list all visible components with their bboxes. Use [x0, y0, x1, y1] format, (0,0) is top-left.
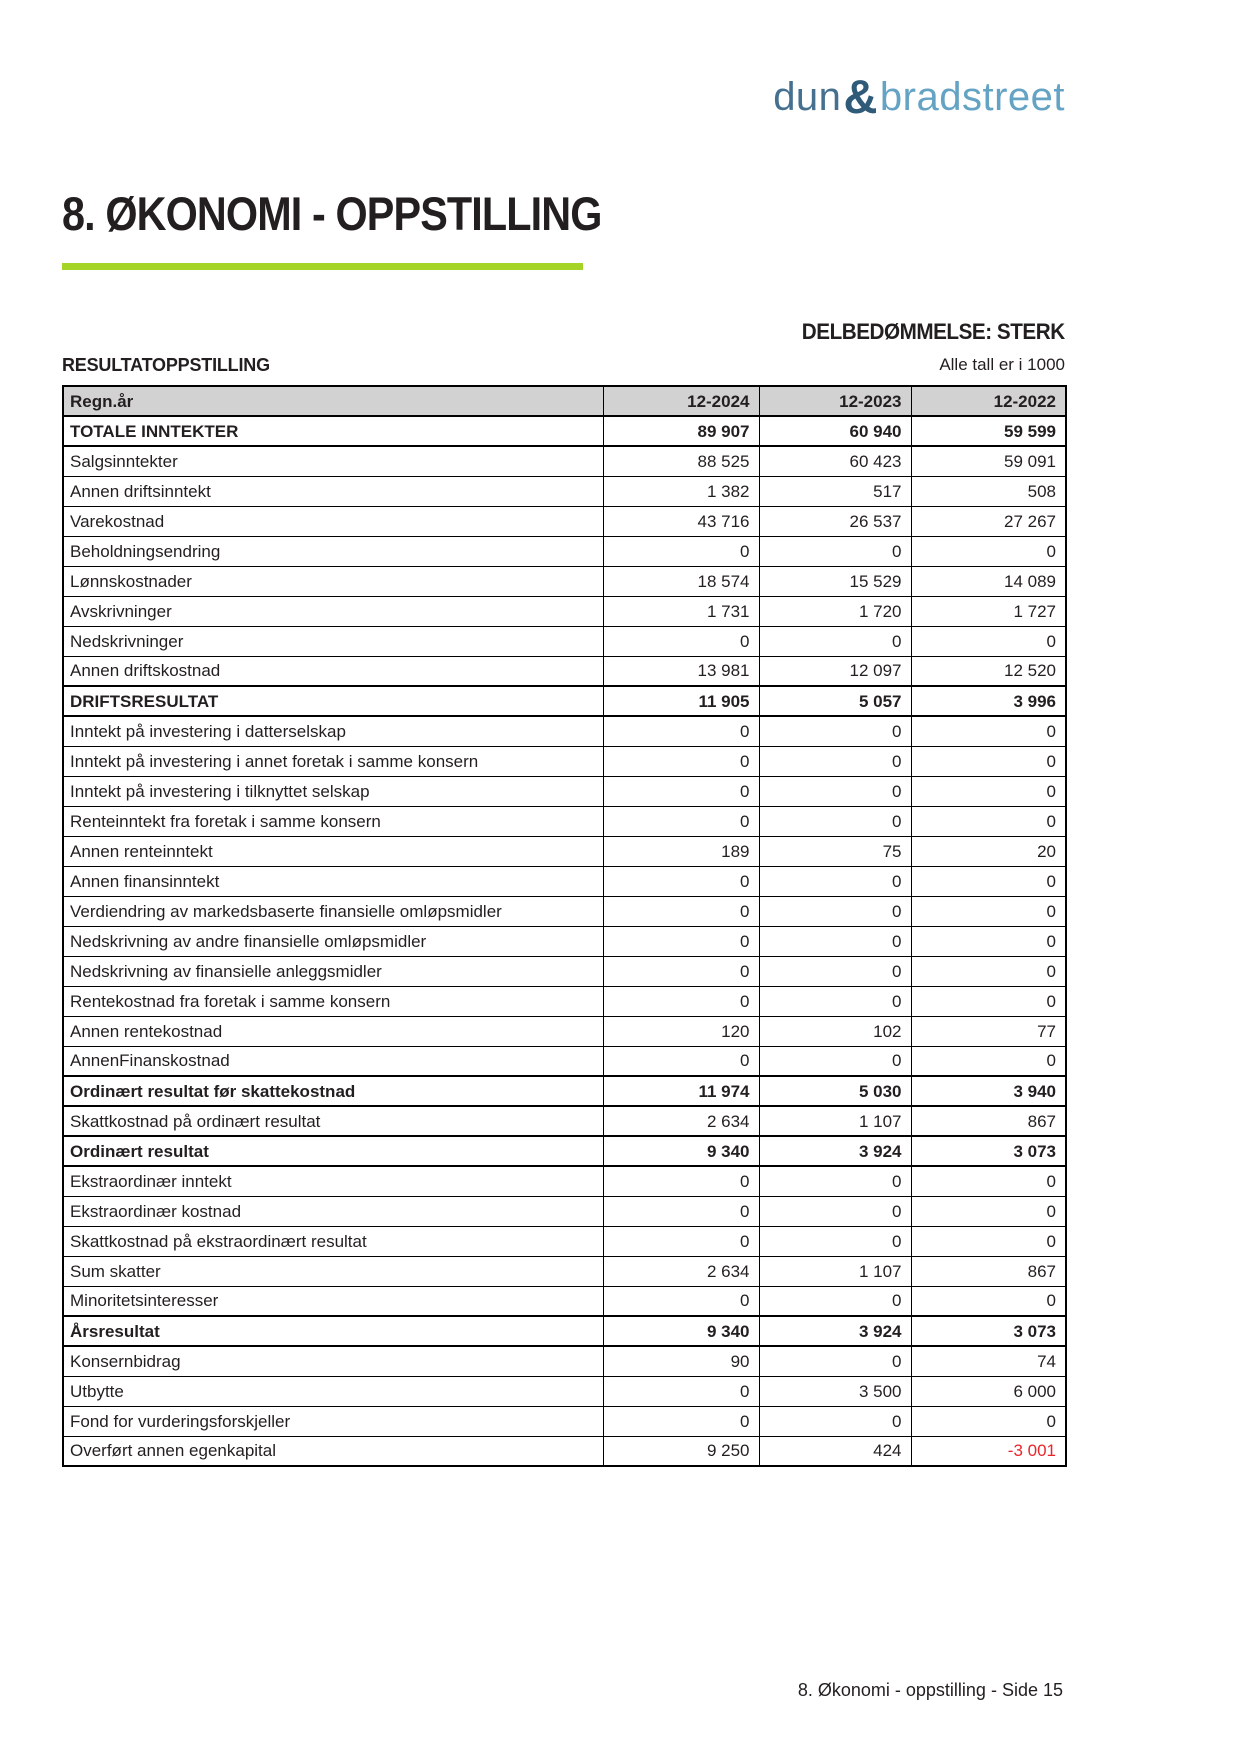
row-label: Varekostnad: [63, 506, 603, 536]
table-row: [63, 716, 1066, 746]
value-cell-12-2023: 1 107: [759, 1256, 911, 1286]
column-header-12-2024: 12-2024: [603, 386, 759, 416]
value-cell-12-2024: 0: [603, 986, 759, 1016]
value-cell-12-2024: 0: [603, 926, 759, 956]
table-row: [63, 806, 1066, 836]
row-label: Årsresultat: [63, 1316, 603, 1346]
row-label: Minoritetsinteresser: [63, 1286, 603, 1316]
value-cell-12-2022: 0: [911, 1196, 1066, 1226]
value-cell-12-2024: 88 525: [603, 446, 759, 476]
value-cell-12-2023: 0: [759, 1226, 911, 1256]
value-cell-12-2024: 2 634: [603, 1106, 759, 1136]
row-label: Annen finansinntekt: [63, 866, 603, 896]
row-label: Ekstraordinær kostnad: [63, 1196, 603, 1226]
table-row: [63, 536, 1066, 566]
row-label: Inntekt på investering i datterselskap: [63, 716, 603, 746]
table-row: [63, 836, 1066, 866]
value-cell-12-2022: 0: [911, 776, 1066, 806]
value-cell-12-2023: 12 097: [759, 656, 911, 686]
row-label: Annen renteinntekt: [63, 836, 603, 866]
row-label: Nedskrivning av andre finansielle omløpsmidler: [63, 926, 603, 956]
value-cell-12-2022: 0: [911, 956, 1066, 986]
row-label: Avskrivninger: [63, 596, 603, 626]
units-note: Alle tall er i 1000: [939, 355, 1065, 374]
value-cell-12-2022: 3 996: [911, 686, 1066, 716]
value-cell-12-2024: 0: [603, 1166, 759, 1196]
row-label: Utbytte: [63, 1376, 603, 1406]
value-cell-12-2023: 5 030: [759, 1076, 911, 1106]
value-cell-12-2022: 0: [911, 536, 1066, 566]
value-cell-12-2024: 9 340: [603, 1316, 759, 1346]
value-cell-12-2023: 424: [759, 1436, 911, 1466]
table-row: [63, 566, 1066, 596]
value-cell-12-2022: 867: [911, 1256, 1066, 1286]
row-label: Annen driftskostnad: [63, 656, 603, 686]
row-label: Annen driftsinntekt: [63, 476, 603, 506]
value-cell-12-2023: 1 720: [759, 596, 911, 626]
value-cell-12-2024: 0: [603, 1406, 759, 1436]
value-cell-12-2024: 9 340: [603, 1136, 759, 1166]
value-cell-12-2022: 3 940: [911, 1076, 1066, 1106]
value-cell-12-2024: 89 907: [603, 416, 759, 446]
value-cell-12-2022: 74: [911, 1346, 1066, 1376]
value-cell-12-2022: 0: [911, 716, 1066, 746]
value-cell-12-2022: 0: [911, 866, 1066, 896]
table-header-row: [63, 386, 1066, 416]
value-cell-12-2022: 0: [911, 1166, 1066, 1196]
value-cell-12-2023: 0: [759, 626, 911, 656]
value-cell-12-2023: 517: [759, 476, 911, 506]
value-cell-12-2022: 27 267: [911, 506, 1066, 536]
table-row: [63, 1436, 1066, 1466]
dun-bradstreet-logo: [773, 70, 1065, 123]
results-table: [62, 385, 1067, 1467]
table-row: [63, 596, 1066, 626]
value-cell-12-2023: 0: [759, 1166, 911, 1196]
row-label: Rentekostnad fra foretak i samme konsern: [63, 986, 603, 1016]
value-cell-12-2023: 102: [759, 1016, 911, 1046]
table-row: [63, 866, 1066, 896]
table-row: [63, 416, 1066, 446]
value-cell-12-2024: 0: [603, 1046, 759, 1076]
row-label: Ordinært resultat før skattekostnad: [63, 1076, 603, 1106]
table-row: [63, 1196, 1066, 1226]
row-label: Lønnskostnader: [63, 566, 603, 596]
value-cell-12-2023: 0: [759, 1286, 911, 1316]
column-header-12-2023: 12-2023: [759, 386, 911, 416]
value-cell-12-2023: 0: [759, 986, 911, 1016]
table-row: [63, 956, 1066, 986]
value-cell-12-2023: 1 107: [759, 1106, 911, 1136]
value-cell-12-2024: 0: [603, 536, 759, 566]
table-row: [63, 446, 1066, 476]
value-cell-12-2022: 0: [911, 746, 1066, 776]
value-cell-12-2024: 0: [603, 1286, 759, 1316]
row-label: Fond for vurderingsforskjeller: [63, 1406, 603, 1436]
value-cell-12-2023: 0: [759, 1046, 911, 1076]
column-header-12-2022: 12-2022: [911, 386, 1066, 416]
table-row: [63, 896, 1066, 926]
page-title: 8. ØKONOMI - OPPSTILLING: [62, 187, 602, 240]
value-cell-12-2023: 5 057: [759, 686, 911, 716]
table-row: [63, 1226, 1066, 1256]
row-label: AnnenFinanskostnad: [63, 1046, 603, 1076]
logo-bradstreet-text: bradstreet: [879, 75, 1065, 119]
value-cell-12-2024: 0: [603, 776, 759, 806]
value-cell-12-2022: 0: [911, 1046, 1066, 1076]
row-label: Annen rentekostnad: [63, 1016, 603, 1046]
row-label: Sum skatter: [63, 1256, 603, 1286]
table-row: [63, 1136, 1066, 1166]
value-cell-12-2023: 3 924: [759, 1136, 911, 1166]
value-cell-12-2024: 189: [603, 836, 759, 866]
value-cell-12-2023: 0: [759, 926, 911, 956]
value-cell-12-2023: 0: [759, 1346, 911, 1376]
value-cell-12-2022: 0: [911, 626, 1066, 656]
title-underline-bar: [62, 263, 583, 270]
row-label: TOTALE INNTEKTER: [63, 416, 603, 446]
ampersand-icon: &: [843, 70, 878, 123]
value-cell-12-2022: 0: [911, 896, 1066, 926]
row-label: Inntekt på investering i annet foretak i samme konsern: [63, 746, 603, 776]
column-header-label: Regn.år: [63, 386, 603, 416]
table-row: [63, 686, 1066, 716]
value-cell-12-2024: 2 634: [603, 1256, 759, 1286]
value-cell-12-2024: 18 574: [603, 566, 759, 596]
value-cell-12-2022: 1 727: [911, 596, 1066, 626]
table-title: RESULTATOPPSTILLING: [62, 355, 270, 375]
value-cell-12-2023: 0: [759, 866, 911, 896]
value-cell-12-2023: 3 924: [759, 1316, 911, 1346]
value-cell-12-2022: 0: [911, 1286, 1066, 1316]
value-cell-12-2024: 0: [603, 1226, 759, 1256]
table-row: [63, 1106, 1066, 1136]
value-cell-12-2022: 508: [911, 476, 1066, 506]
row-label: Inntekt på investering i tilknyttet selskap: [63, 776, 603, 806]
value-cell-12-2023: 0: [759, 896, 911, 926]
value-cell-12-2022: 77: [911, 1016, 1066, 1046]
table-row: [63, 1256, 1066, 1286]
value-cell-12-2024: 11 905: [603, 686, 759, 716]
value-cell-12-2022: 0: [911, 926, 1066, 956]
table-row: [63, 1166, 1066, 1196]
row-label: Ekstraordinær inntekt: [63, 1166, 603, 1196]
value-cell-12-2024: 0: [603, 866, 759, 896]
value-cell-12-2022: 0: [911, 806, 1066, 836]
table-row: [63, 746, 1066, 776]
value-cell-12-2023: 0: [759, 806, 911, 836]
value-cell-12-2023: 0: [759, 536, 911, 566]
value-cell-12-2023: 0: [759, 956, 911, 986]
row-label: Skattkostnad på ekstraordinært resultat: [63, 1226, 603, 1256]
row-label: Overført annen egenkapital: [63, 1436, 603, 1466]
value-cell-12-2023: 0: [759, 716, 911, 746]
value-cell-12-2024: 0: [603, 896, 759, 926]
table-row: [63, 1346, 1066, 1376]
value-cell-12-2024: 43 716: [603, 506, 759, 536]
value-cell-12-2022: 59 599: [911, 416, 1066, 446]
table-row: [63, 1316, 1066, 1346]
value-cell-12-2023: 0: [759, 746, 911, 776]
row-label: Beholdningsendring: [63, 536, 603, 566]
row-label: DRIFTSRESULTAT: [63, 686, 603, 716]
value-cell-12-2022: 0: [911, 986, 1066, 1016]
table-row: [63, 1376, 1066, 1406]
row-label: Renteinntekt fra foretak i samme konsern: [63, 806, 603, 836]
value-cell-12-2023: 15 529: [759, 566, 911, 596]
table-body: [63, 416, 1066, 1466]
value-cell-12-2024: 0: [603, 716, 759, 746]
value-cell-12-2024: 0: [603, 746, 759, 776]
value-cell-12-2023: 75: [759, 836, 911, 866]
value-cell-12-2024: 1 731: [603, 596, 759, 626]
table-row: [63, 476, 1066, 506]
value-cell-12-2022: 3 073: [911, 1316, 1066, 1346]
row-label: Nedskrivninger: [63, 626, 603, 656]
row-label: Salgsinntekter: [63, 446, 603, 476]
value-cell-12-2022: -3 001: [911, 1436, 1066, 1466]
value-cell-12-2024: 0: [603, 806, 759, 836]
table-row: [63, 1046, 1066, 1076]
value-cell-12-2024: 0: [603, 1376, 759, 1406]
value-cell-12-2024: 1 382: [603, 476, 759, 506]
table-row: [63, 1406, 1066, 1436]
value-cell-12-2024: 0: [603, 626, 759, 656]
value-cell-12-2022: 0: [911, 1406, 1066, 1436]
value-cell-12-2022: 12 520: [911, 656, 1066, 686]
row-label: Verdiendring av markedsbaserte finansielle omløpsmidler: [63, 896, 603, 926]
assessment-heading: DELBEDØMMELSE: STERK: [802, 319, 1065, 344]
value-cell-12-2022: 867: [911, 1106, 1066, 1136]
table-row: [63, 986, 1066, 1016]
value-cell-12-2022: 0: [911, 1226, 1066, 1256]
table-row: [63, 506, 1066, 536]
value-cell-12-2023: 0: [759, 776, 911, 806]
value-cell-12-2024: 11 974: [603, 1076, 759, 1106]
row-label: Ordinært resultat: [63, 1136, 603, 1166]
value-cell-12-2024: 13 981: [603, 656, 759, 686]
value-cell-12-2024: 90: [603, 1346, 759, 1376]
value-cell-12-2022: 3 073: [911, 1136, 1066, 1166]
value-cell-12-2023: 60 423: [759, 446, 911, 476]
table-row: [63, 656, 1066, 686]
value-cell-12-2024: 9 250: [603, 1436, 759, 1466]
row-label: Nedskrivning av finansielle anleggsmidler: [63, 956, 603, 986]
table-row: [63, 776, 1066, 806]
page-footer: 8. Økonomi - oppstilling - Side 15: [797, 1680, 1063, 1700]
value-cell-12-2022: 59 091: [911, 446, 1066, 476]
value-cell-12-2024: 120: [603, 1016, 759, 1046]
value-cell-12-2023: 0: [759, 1406, 911, 1436]
value-cell-12-2022: 6 000: [911, 1376, 1066, 1406]
table-row: [63, 1016, 1066, 1046]
table-row: [63, 1286, 1066, 1316]
value-cell-12-2022: 20: [911, 836, 1066, 866]
value-cell-12-2023: 60 940: [759, 416, 911, 446]
value-cell-12-2022: 14 089: [911, 566, 1066, 596]
table-row: [63, 926, 1066, 956]
value-cell-12-2023: 26 537: [759, 506, 911, 536]
value-cell-12-2024: 0: [603, 956, 759, 986]
table-row: [63, 626, 1066, 656]
logo-dun-text: dun: [773, 75, 842, 119]
row-label: Konsernbidrag: [63, 1346, 603, 1376]
value-cell-12-2023: 0: [759, 1196, 911, 1226]
value-cell-12-2024: 0: [603, 1196, 759, 1226]
table-row: [63, 1076, 1066, 1106]
row-label: Skattkostnad på ordinært resultat: [63, 1106, 603, 1136]
value-cell-12-2023: 3 500: [759, 1376, 911, 1406]
